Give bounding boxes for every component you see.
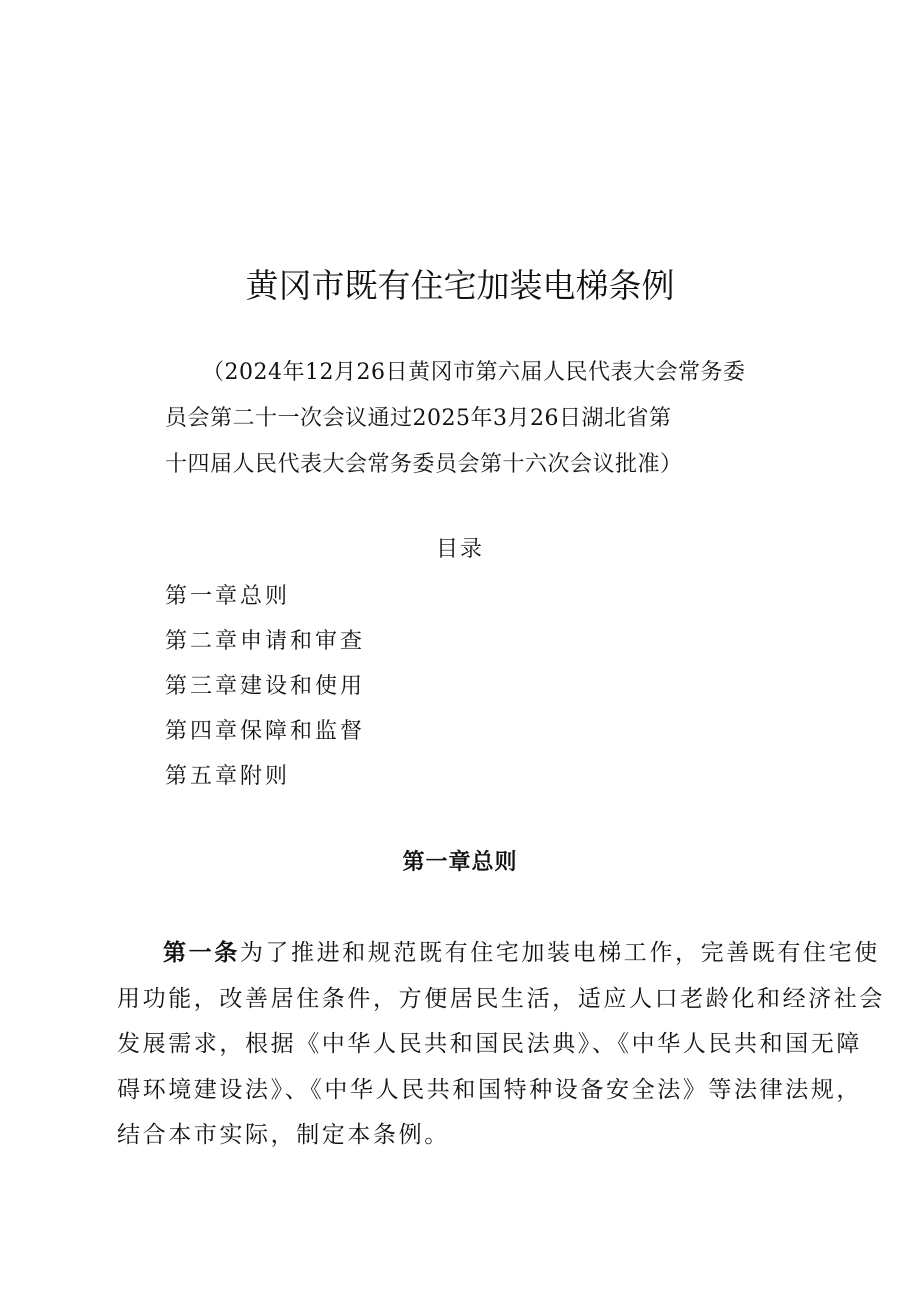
toc-item-chapter-4: 第四章保障和监督 bbox=[165, 719, 366, 744]
toc-heading: 目录 bbox=[435, 537, 484, 562]
document-title: 黄冈市既有住宅加装电梯条例 bbox=[245, 266, 675, 305]
adoption-note-line: 员会第二十一次会议通过2025年3月26日湖北省第 bbox=[165, 406, 672, 431]
table-of-contents bbox=[165, 574, 365, 799]
adoption-note-line: 十四届人民代表大会常务委员会第十六次会议批准） bbox=[165, 452, 683, 477]
adoption-note-line: （2024年12月26日黄冈市第六届人民代表大会常务委 bbox=[202, 360, 746, 385]
article-line: 发展需求，根据《中华人民共和国民法典》、《中华人民共和国无障 bbox=[117, 1031, 862, 1057]
toc-item-chapter-3: 第三章建设和使用 bbox=[165, 674, 366, 699]
toc-item-chapter-5: 第五章附则 bbox=[165, 764, 291, 789]
article-line: 结合本市实际，制定本条例。 bbox=[117, 1122, 450, 1148]
article-line-text: 为了推进和规范既有住宅加装电梯工作，完善既有住宅使 bbox=[239, 940, 880, 966]
article-line: 用功能，改善居住条件，方便居民生活，适应人口老龄化和经济社会 bbox=[117, 985, 885, 1012]
article-line bbox=[117, 930, 880, 977]
toc-item-chapter-1: 第一章总则 bbox=[165, 584, 291, 609]
article-line: 碍环境建设法》、《中华人民共和国特种设备安全法》等法律法规， bbox=[117, 1076, 862, 1103]
article-1 bbox=[117, 930, 885, 1159]
toc-item-chapter-2: 第二章申请和审查 bbox=[165, 629, 366, 654]
chapter-heading: 第一章总则 bbox=[402, 849, 518, 875]
article-label: 第一条 bbox=[163, 939, 240, 966]
adoption-note bbox=[165, 350, 755, 488]
